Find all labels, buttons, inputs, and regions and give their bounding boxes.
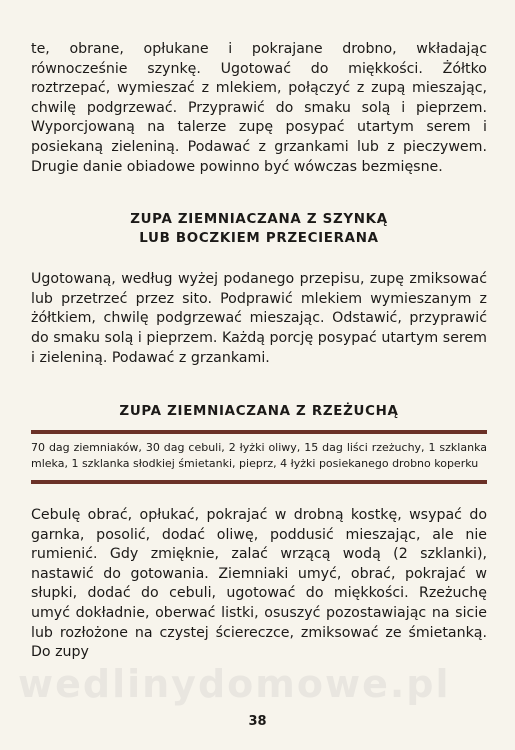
body-paragraph-3: Cebulę obrać, opłukać, pokrajać w drobną kostkę, wsypać do garnka, posolić, dodać oliwę, poddusić mieszając, ale nie rumienić. Gdy zmięknie, zalać wrzącą wodą (2 szklanki), nastawić do gotowania. Ziemniaki umyć, obrać, pokrajać w słupki, dodać do cebuli, ugotować do miękkości. Rzeżuchę umyć dokładnie, oberwać listki, osuszyć pozostawiając na sicie lub rozłożone na czystej ściereczce, zmiksować ze śmietanką. Do zupy [31, 507, 487, 661]
divider-bottom [31, 480, 487, 484]
ingredients-list: 70 dag ziemniaków, 30 dag cebuli, 2 łyżki oliwy, 15 dag liści rzeżuchy, 1 szklanka mleka, 1 szklanka słodkiej śmietanki, pieprz, 4 łyżki posiekanego drobno koperku [31, 440, 487, 470]
recipe-title-line-2: LUB BOCZKIEM PRZECIERANA [139, 230, 379, 246]
watermark: wedlinydomowe.pl [18, 662, 451, 706]
recipe-title-line-1: ZUPA ZIEMNIACZANA Z SZYNKĄ [130, 212, 388, 228]
body-paragraph-1: te, obrane, opłukane i pokrajane drobno, wkładając równocześnie szynkę. Ugotować do miękkości. Żółtko roztrzepać, wymieszać z mlekiem, połączyć z zupą mieszając, chwilę podgrzewać. Przyprawić do smaku solą i pieprzem. Wyporcjowaną na talerze zupę posypać utartym serem i posiekaną zieleniną. Podawać z grzankami lub z pieczywem. Drugie danie obiadowe powinno być wówczas bezmięsne. [31, 41, 487, 175]
body-paragraph-2: Ugotowaną, według wyżej podanego przepisu, zupę zmiksować lub przetrzeć przez sito. Podprawić mlekiem wymieszanym z żółtkiem, chwilę podgrzewać mieszając. Odstawić, przyprawić do smaku solą i pieprzem. Każdą porcję posypać utartym serem i zieleniną. Podawać z grzankami. [31, 271, 487, 366]
divider-top [31, 430, 487, 434]
page-number: 38 [248, 714, 267, 729]
recipe-title-2: ZUPA ZIEMNIACZANA Z RZEŻUCHĄ [119, 404, 399, 420]
page-content [31, 40, 487, 663]
